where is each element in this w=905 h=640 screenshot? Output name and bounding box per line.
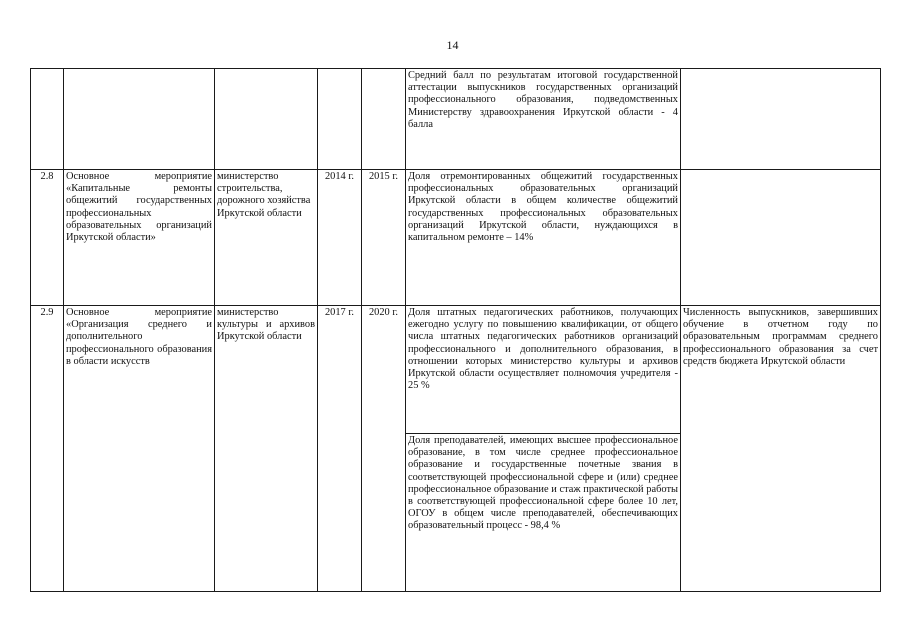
event-cell [64,69,215,170]
end-year-cell: 2020 г. [362,306,406,592]
event-cell: Основное мероприятие «Капитальные ремонты общежитий государственных профессиональных образовательных организаций Иркутской области» [64,170,215,306]
row-number-cell [31,69,64,170]
row-number-cell: 2.8 [31,170,64,306]
executor-cell: министерство строительства, дорожного хозяйства Иркутской области [215,170,318,306]
result-cell [681,69,881,170]
table-row [31,306,881,434]
executor-cell [215,69,318,170]
end-year-cell [362,69,406,170]
table-row [31,69,881,170]
event-cell: Основное мероприятие «Организация среднего и дополнительного профессионального образования в области искусств [64,306,215,592]
start-year-cell [318,69,362,170]
result-cell [681,170,881,306]
start-year-cell: 2014 г. [318,170,362,306]
indicator-cell: Доля штатных педагогических работников, получающих ежегодно услугу по повышению квалификации, от общего числа штатных педагогических работников организаций профессионального и дополнительного образования, в отношении которых министерство культуры и архивов Иркутской области осуществляет полномочия учредителя - 25 % [406,306,681,434]
start-year-cell: 2017 г. [318,306,362,592]
indicator-cell: Доля преподавателей, имеющих высшее профессиональное образование, в том числе среднее профессиональное образование и государственные почетные звания в соответствующей профессиональной сфере и (или) среднее профессиональное образование и стаж практической работы в соответствующей профессиональной сфере более 10 лет, ОГОУ в общем числе преподавателей, обеспечивающих образовательный процесс - 98,4 % [406,434,681,592]
result-cell: Численность выпускников, завершивших обучение в отчетном году по образовательным программам среднего профессионального образования за счет средств бюджета Иркутской области [681,306,881,592]
measures-table [30,68,881,592]
end-year-cell: 2015 г. [362,170,406,306]
indicator-cell: Средний балл по результатам итоговой государственной аттестации выпускников государственных организаций профессионального образования, подведомственных Министерству здравоохранения Иркутской области - 4 балла [406,69,681,170]
indicator-cell: Доля отремонтированных общежитий государственных профессиональных образовательных организаций Иркутской области в общем количестве общежитий государственных профессиональных образовательных организаций Иркутской области, нуждающихся в капитальном ремонте – 14% [406,170,681,306]
table-row [31,170,881,306]
row-number-cell: 2.9 [31,306,64,592]
executor-cell: министерство культуры и архивов Иркутской области [215,306,318,592]
page-number: 14 [446,38,459,52]
